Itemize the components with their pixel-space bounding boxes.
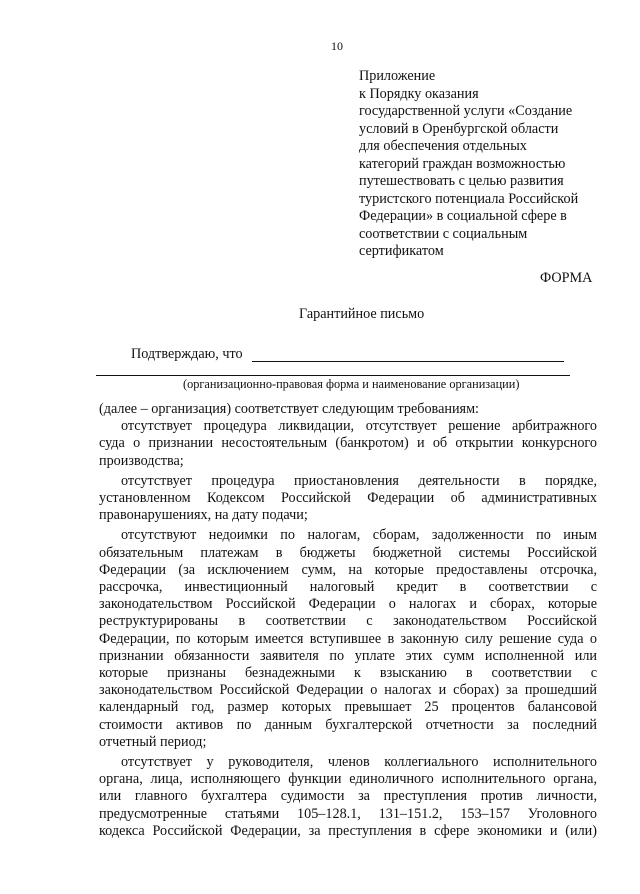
- requirement-paragraph: [99, 754, 597, 840]
- paragraph-line: рассрочка, инвестиционный налоговый кредит в соответствии с: [99, 579, 597, 596]
- requirement-paragraph: [99, 527, 597, 751]
- paragraph-line: законодательством Российской Федерации о налогах и сборах) за прошедший: [99, 682, 597, 699]
- paragraph-line: отсутствует процедура ликвидации, отсутствует решение арбитражного: [121, 418, 597, 435]
- appendix-line: к Порядку оказания: [359, 85, 479, 102]
- paragraph-line: установленном Кодексом Российской Федерации об административных: [99, 490, 597, 507]
- paragraph-line: производства;: [99, 452, 184, 469]
- organization-fill-line: [252, 361, 564, 362]
- paragraph-line: правонарушениях, на дату подачи;: [99, 507, 308, 524]
- paragraph-line: обязательным платежам в бюджеты бюджетной системы Российской: [99, 544, 597, 561]
- paragraph-line: стоимости активов по данным бухгалтерской отчетности за последний: [99, 716, 597, 733]
- confirmation-field: [131, 346, 571, 368]
- paragraph-line: отсутствует у руководителя, членов коллегиального исполнительного: [121, 754, 597, 771]
- appendix-line: категорий граждан возможностью: [359, 155, 566, 172]
- requirements-text: [99, 401, 597, 840]
- paragraph-line: Федерации, по которым имеется вступившее в законную силу решение суда о: [99, 630, 597, 647]
- requirement-paragraph: [99, 473, 597, 525]
- organization-underline: [96, 375, 570, 376]
- appendix-line: соответствии с социальным: [359, 225, 528, 242]
- paragraph-line: отчетный период;: [99, 733, 207, 750]
- appendix-line: Федерации» в социальной сфере в: [359, 208, 567, 224]
- appendix-line: государственной услуги «Создание: [359, 103, 573, 119]
- appendix-note: [359, 68, 619, 261]
- appendix-line: сертификатом: [359, 243, 444, 259]
- appendix-line: условий в Оренбургской области: [359, 120, 559, 137]
- requirement-paragraph: [99, 418, 597, 470]
- paragraph-line: реструктурированы в соответствии с законодательством Российской: [99, 613, 597, 630]
- paragraph-line: предусмотренные статьями 105–128.1, 131–151.2, 153–157 Уголовного: [99, 805, 597, 822]
- intro-line: (далее – организация) соответствует следующим требованиям:: [99, 401, 479, 417]
- paragraph-line: суда о признании несостоятельным (банкротом) и об открытии конкурсного: [99, 435, 597, 452]
- paragraph-line: календарный год, размер которых превышает 25 процентов балансовой: [99, 699, 597, 716]
- paragraph-line: или главного бухгалтера судимости за преступления против личности,: [99, 788, 597, 805]
- appendix-line: путешествовать с целью развития: [359, 173, 564, 189]
- paragraph-line: признании обязанности заявителя по уплате этих сумм исполненной или: [99, 647, 597, 664]
- paragraph-line: законодательством Российской Федерации о налогах и сборах, которые: [99, 596, 597, 613]
- organization-caption: (организационно-правовая форма и наименование организации): [183, 377, 520, 391]
- appendix-line: туристского потенциала Российской: [359, 190, 579, 207]
- paragraph-line: кодекса Российской Федерации, за преступления в сфере экономики и (или): [99, 822, 597, 839]
- paragraph-line: Федерации (за исключением сумм, на которые предоставлены отсрочка,: [99, 561, 597, 578]
- appendix-line: Приложение: [359, 68, 436, 84]
- appendix-line: для обеспечения отдельных: [359, 138, 527, 154]
- paragraph-line: которые признаны безнадежными к взысканию в соответствии с: [99, 665, 597, 682]
- paragraph-line: органа, лица, исполняющего функции единоличного исполнительного органа,: [99, 771, 597, 788]
- confirm-label: Подтверждаю, что: [131, 346, 243, 362]
- form-label: ФОРМА: [540, 270, 593, 286]
- paragraph-line: отсутствует процедура приостановления деятельности в порядке,: [121, 472, 597, 489]
- paragraph-line: отсутствуют недоимки по налогам, сборам, задолженности по иным: [121, 527, 597, 544]
- page-number: 10: [331, 39, 343, 53]
- document-title: Гарантийное письмо: [299, 306, 425, 322]
